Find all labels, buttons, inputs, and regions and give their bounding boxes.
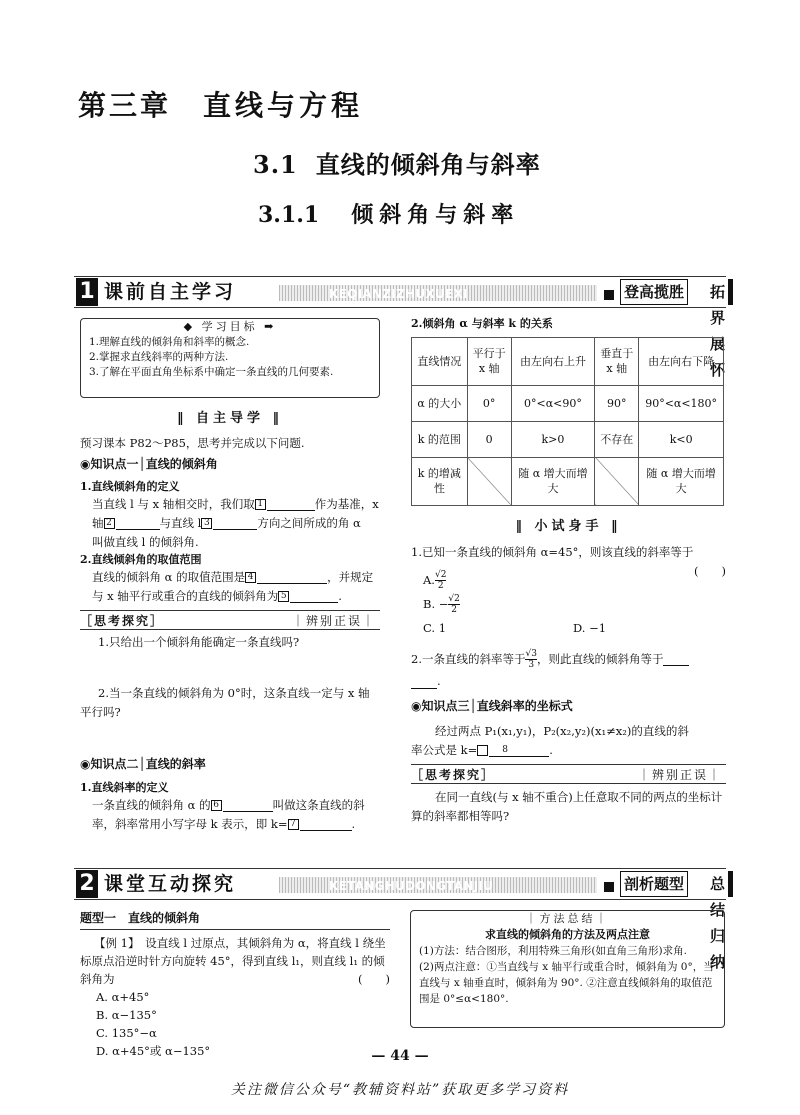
subsection-title: 倾斜角与斜率 bbox=[351, 202, 520, 228]
subsection-heading bbox=[258, 200, 519, 232]
table-row bbox=[412, 385, 724, 421]
fill-blank[interactable] bbox=[663, 653, 689, 666]
table-cell: α 的大小 bbox=[412, 385, 468, 421]
think-question: 在同一直线(与 x 轴不重合)上任意取不同的两点的坐标计算的斜率都相等吗? bbox=[411, 789, 723, 823]
question-1: 1.只给出一个倾斜角能确定一条直线吗? bbox=[98, 634, 300, 649]
knowledge-point-1: ◉知识点一│直线的倾斜角 bbox=[80, 456, 218, 471]
definition-body: 当直线 l 与 x 轴相交时，我们取 1 作为基准，x 轴 2 与直线 l 3 方向之间所成的角 α 叫做直线 l 的倾斜角. bbox=[92, 496, 379, 549]
question-2: 2.当一条直线的倾斜角为 0°时，这条直线一定与 x 轴平行吗? bbox=[80, 686, 370, 720]
goal-item: 2.掌握求直线斜率的两种方法. bbox=[89, 350, 229, 363]
chapter-heading bbox=[78, 86, 363, 127]
square-icon bbox=[604, 290, 614, 300]
band-number: 1 bbox=[76, 278, 98, 306]
try-heading: ‖ 小试身手 ‖ bbox=[515, 518, 622, 534]
blank-number: 4 bbox=[245, 572, 256, 583]
table-header-cell: 垂直于 x 轴 bbox=[595, 337, 639, 385]
example-section bbox=[80, 910, 390, 1060]
table-header-cell: 平行于 x 轴 bbox=[467, 337, 511, 385]
think-explore-bar: ［思考探究］ ｜辨别正误｜ bbox=[80, 610, 380, 630]
section-heading bbox=[253, 148, 541, 183]
blank-number: 7 bbox=[288, 819, 299, 830]
band-tag-1: 剖析题型 bbox=[620, 871, 688, 897]
option-a[interactable]: A. $\frac{√2}{2}$ bbox=[423, 570, 447, 592]
guide-heading: ‖ 自主导学 ‖ bbox=[176, 411, 284, 426]
blank-number: 3 bbox=[201, 518, 212, 529]
goals-heading: ◆ 学习目标 ➡ bbox=[183, 320, 277, 333]
band-pinyin: KEQIANZIZHUXUEXI bbox=[329, 287, 468, 301]
fill-blank[interactable] bbox=[223, 799, 273, 812]
table-cell: 不存在 bbox=[595, 421, 639, 457]
definition-heading: 1.直线倾斜角的定义 bbox=[80, 479, 180, 493]
blank-number: 6 bbox=[211, 800, 222, 811]
try-question-1: 1.已知一条直线的倾斜角 α=45°，则该直线的斜率等于 ( ) bbox=[411, 544, 726, 578]
fill-blank[interactable] bbox=[489, 744, 549, 757]
chapter-number: 第三章 bbox=[78, 89, 172, 122]
section-number: 3.1 bbox=[253, 150, 298, 179]
slope-heading: 1.直线斜率的定义 bbox=[80, 780, 169, 794]
band-tag-2: 拓界展怀 bbox=[710, 279, 733, 305]
try-options bbox=[411, 568, 726, 640]
table-cell: 0°<α<90° bbox=[511, 385, 595, 421]
section-title: 直线的倾斜角与斜率 bbox=[315, 150, 541, 179]
slope-body: 一条直线的倾斜角 α 的 6 叫做这条直线的斜 率，斜率常用小写字母 k 表示，即 k= 7 . bbox=[92, 797, 365, 831]
fill-blank[interactable] bbox=[267, 498, 315, 511]
method-heading: ｜方法总结｜ bbox=[525, 912, 610, 925]
table-cell: k 的范围 bbox=[412, 421, 468, 457]
blank-number: 8 bbox=[477, 745, 488, 756]
try-question-2: 2.一条直线的斜率等于 $\frac{√3}{3}$，则此直线的倾斜角等于 . bbox=[411, 648, 726, 693]
relation-heading: 2.倾斜角 α 与斜率 k 的关系 bbox=[411, 317, 553, 330]
diagonal-cell bbox=[467, 457, 511, 505]
blank-number: 2 bbox=[104, 518, 115, 529]
left-column bbox=[80, 410, 380, 834]
range-body: 直线的倾斜角 α 的取值范围是 4 ，并规定 与 x 轴平行或重合的直线的倾斜角为 5 . bbox=[92, 569, 374, 603]
option-c[interactable]: C. 135°−α bbox=[96, 1026, 157, 1041]
think-explore-bar: ［思考探究］ ｜辨别正误｜ bbox=[411, 764, 726, 784]
learning-goals-box bbox=[80, 318, 380, 398]
band-pinyin: KETANGHUDONGTANJIU bbox=[329, 879, 494, 893]
option-c[interactable]: C. 1 bbox=[423, 620, 447, 635]
coordinate-formula: 经过两点 P₁(x₁,y₁)，P₂(x₂,y₂)(x₁≠x₂)的直线的斜 率公式是 k= 8 . bbox=[411, 723, 689, 757]
option-b[interactable]: B. − $\frac{√2}{2}$ bbox=[423, 594, 460, 616]
table-cell: 0° bbox=[467, 385, 511, 421]
page-number: — 44 — bbox=[371, 1048, 429, 1064]
table-cell: k 的增减性 bbox=[412, 457, 468, 505]
method-title: 求直线的倾斜角的方法及两点注意 bbox=[485, 927, 650, 941]
table-header-cell: 由左向右上升 bbox=[511, 337, 595, 385]
table-cell: 0 bbox=[467, 421, 511, 457]
goal-item: 3.了解在平面直角坐标系中确定一条直线的几何要素. bbox=[89, 365, 334, 378]
band-tag-2: 总结归纳 bbox=[710, 871, 733, 897]
subsection-number: 3.1.1 bbox=[258, 202, 320, 228]
table-header-cell: 由左向右下降 bbox=[639, 337, 724, 385]
fill-blank[interactable] bbox=[411, 676, 437, 689]
method-paragraph: (2)两点注意：①当直线与 x 轴平行或重合时，倾斜角为 0°，当直线与 x 轴垂直时，倾斜角为 90°. ②注意直线倾斜角的取值范围是 0°≤α<180°. bbox=[419, 960, 714, 1005]
option-a[interactable]: A. α+45° bbox=[96, 990, 150, 1005]
blank-number: 1 bbox=[255, 499, 266, 510]
fill-blank[interactable] bbox=[290, 590, 338, 603]
fill-blank[interactable] bbox=[116, 517, 160, 530]
fill-blank[interactable] bbox=[213, 517, 257, 530]
problem-type-1: 题型一 直线的倾斜角 bbox=[80, 910, 390, 930]
knowledge-point-2: ◉知识点二│直线的斜率 bbox=[80, 757, 206, 772]
relation-table bbox=[411, 337, 724, 506]
band-title: 课前自主学习 bbox=[104, 281, 237, 303]
fill-blank[interactable] bbox=[257, 571, 327, 584]
right-column bbox=[411, 316, 726, 826]
square-icon bbox=[604, 882, 614, 892]
range-heading: 2.直线倾斜角的取值范围 bbox=[80, 552, 202, 566]
method-summary-box bbox=[410, 910, 725, 1028]
footer-note: 关注微信公众号“教辅资料站”获取更多学习资料 bbox=[230, 1082, 570, 1098]
knowledge-point-3: ◉知识点三│直线斜率的坐标式 bbox=[411, 699, 573, 714]
preview-text: 预习课本 P82～P85，思考并完成以下问题. bbox=[80, 435, 305, 450]
band-tag-1: 登高揽胜 bbox=[620, 279, 688, 305]
band-title: 课堂互动探究 bbox=[104, 873, 237, 895]
table-header-cell: 直线情况 bbox=[412, 337, 468, 385]
table-header-row bbox=[412, 337, 724, 385]
band-number: 2 bbox=[76, 870, 98, 898]
table-cell: 90°<α<180° bbox=[639, 385, 724, 421]
fill-blank[interactable] bbox=[300, 818, 352, 831]
chapter-title: 直线与方程 bbox=[203, 89, 364, 122]
example-1: 【例 1】 设直线 l 过原点，其倾斜角为 α，将直线 l 绕坐 标原点沿逆时针方向旋转 45°，得到直线 l₁，则直线 l₁ 的倾 斜角为 ( ) bbox=[80, 936, 390, 987]
table-cell: 90° bbox=[595, 385, 639, 421]
table-cell: k>0 bbox=[511, 421, 595, 457]
blank-number: 5 bbox=[278, 591, 289, 602]
method-paragraph: (1)方法：结合图形，利用特殊三角形(如直角三角形)求角. bbox=[419, 944, 687, 957]
table-row bbox=[412, 457, 724, 505]
option-d[interactable]: D. α+45°或 α−135° bbox=[96, 1044, 211, 1059]
option-d[interactable]: D. −1 bbox=[573, 620, 607, 635]
diagonal-cell bbox=[595, 457, 639, 505]
table-cell: k<0 bbox=[639, 421, 724, 457]
table-cell: 随 α 增大而增大 bbox=[639, 457, 724, 505]
option-b[interactable]: B. α−135° bbox=[96, 1008, 157, 1023]
goal-item: 1.理解直线的倾斜角和斜率的概念. bbox=[89, 335, 250, 348]
table-cell: 随 α 增大而增大 bbox=[511, 457, 595, 505]
table-row bbox=[412, 421, 724, 457]
